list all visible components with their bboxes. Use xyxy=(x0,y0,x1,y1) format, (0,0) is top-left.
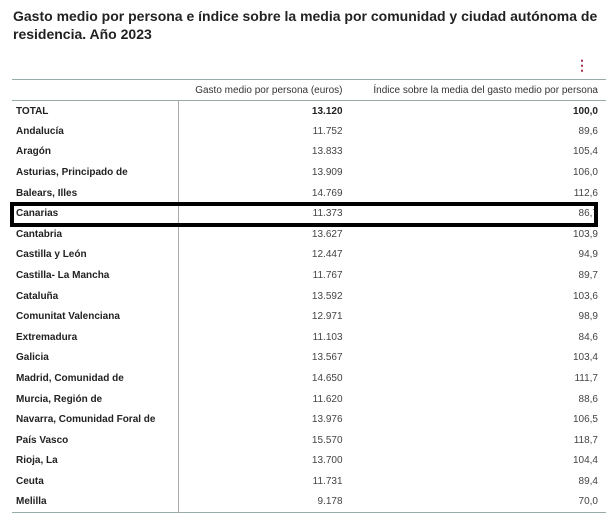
region-cell: Navarra, Comunidad Foral de xyxy=(12,409,179,430)
region-cell: Extremadura xyxy=(12,327,179,348)
region-cell: Cantabria xyxy=(12,224,179,245)
gasto-cell: 13.909 xyxy=(311,167,343,179)
table-row xyxy=(12,183,606,204)
table-row xyxy=(12,368,606,389)
gasto-cell: 11.767 xyxy=(312,270,343,282)
table-row xyxy=(12,348,606,369)
gasto-cell: 11.103 xyxy=(312,331,343,343)
region-cell: Cataluña xyxy=(12,286,179,307)
column-header-region xyxy=(12,80,179,101)
indice-cell: 100,0 xyxy=(572,105,598,117)
table-row xyxy=(12,389,606,410)
table-row xyxy=(12,430,606,451)
more-vertical-icon[interactable]: ⋮ xyxy=(575,57,589,73)
indice-cell: 118,7 xyxy=(573,434,598,446)
indice-cell: 98,9 xyxy=(578,311,598,323)
region-cell: Ceuta xyxy=(12,471,179,492)
indice-cell: 89,4 xyxy=(578,475,598,487)
region-cell: Castilla y León xyxy=(12,245,179,266)
indice-cell: 70,0 xyxy=(578,496,598,508)
gasto-cell: 11.752 xyxy=(312,125,343,137)
indice-cell: 84,6 xyxy=(578,331,598,343)
data-table xyxy=(12,79,606,513)
region-cell: Canarias xyxy=(12,203,179,224)
indice-cell: 106,5 xyxy=(572,414,598,426)
table-row xyxy=(12,327,606,348)
indice-cell: 88,6 xyxy=(578,393,598,405)
gasto-cell: 14.769 xyxy=(311,187,343,199)
indice-cell: 86,7 xyxy=(578,208,598,220)
indice-cell: 103,4 xyxy=(572,352,598,364)
gasto-cell: 13.833 xyxy=(311,146,343,158)
gasto-cell: 13.567 xyxy=(311,352,343,364)
table-row xyxy=(12,224,606,245)
gasto-cell: 14.650 xyxy=(311,373,343,385)
region-cell: Galicia xyxy=(12,348,179,369)
table-row xyxy=(12,286,606,307)
indice-cell: 94,9 xyxy=(578,249,598,261)
gasto-cell: 13.976 xyxy=(311,414,343,426)
region-cell: Comunitat Valenciana xyxy=(12,306,179,327)
table-row xyxy=(12,142,606,163)
region-cell: Castilla- La Mancha xyxy=(12,265,179,286)
gasto-cell: 12.447 xyxy=(311,249,343,261)
indice-cell: 89,6 xyxy=(578,125,598,137)
column-header-gasto: Gasto medio por persona (euros) xyxy=(195,84,343,96)
gasto-cell: 11.620 xyxy=(312,393,343,405)
table-row xyxy=(12,409,606,430)
indice-cell: 104,4 xyxy=(572,455,598,467)
table-row xyxy=(12,265,606,286)
region-cell: Murcia, Región de xyxy=(12,389,179,410)
gasto-cell: 13.627 xyxy=(311,228,343,240)
indice-cell: 103,9 xyxy=(572,228,598,240)
indice-cell: 106,0 xyxy=(572,167,598,179)
gasto-cell: 9.178 xyxy=(317,496,343,508)
gasto-cell: 12.971 xyxy=(311,311,343,323)
region-cell: Madrid, Comunidad de xyxy=(12,368,179,389)
indice-cell: 103,6 xyxy=(572,290,598,302)
region-cell: Aragón xyxy=(12,142,179,163)
table-row xyxy=(12,471,606,492)
indice-cell: 111,7 xyxy=(574,373,598,385)
region-cell: Andalucía xyxy=(12,121,179,142)
indice-cell: 89,7 xyxy=(578,270,598,282)
region-cell: Balears, Illes xyxy=(12,183,179,204)
table-row xyxy=(12,451,606,472)
region-cell: Melilla xyxy=(12,492,179,513)
region-cell: País Vasco xyxy=(12,430,179,451)
page-title: Gasto medio por persona e índice sobre la media por comunidad y ciudad autónoma de residencia. Año 2023 xyxy=(13,8,598,42)
table-row xyxy=(12,306,606,327)
region-cell: Rioja, La xyxy=(12,451,179,472)
region-cell: Asturias, Principado de xyxy=(12,162,179,183)
total-row xyxy=(12,101,606,122)
gasto-cell: 13.700 xyxy=(311,455,343,467)
indice-cell: 105,4 xyxy=(572,146,598,158)
indice-cell: 112,6 xyxy=(573,187,598,199)
gasto-cell: 13.120 xyxy=(311,105,343,117)
gasto-cell: 11.373 xyxy=(312,208,343,220)
table-row xyxy=(12,162,606,183)
table-row xyxy=(12,203,606,224)
gasto-cell: 11.731 xyxy=(312,475,343,487)
table-row xyxy=(12,245,606,266)
gasto-cell: 13.592 xyxy=(311,290,343,302)
table-header-row xyxy=(12,80,606,101)
table-row xyxy=(12,121,606,142)
column-header-indice: Índice sobre la media del gasto medio por persona xyxy=(373,84,598,96)
region-cell: TOTAL xyxy=(12,101,179,122)
gasto-cell: 15.570 xyxy=(311,434,343,446)
table-row xyxy=(12,492,606,513)
